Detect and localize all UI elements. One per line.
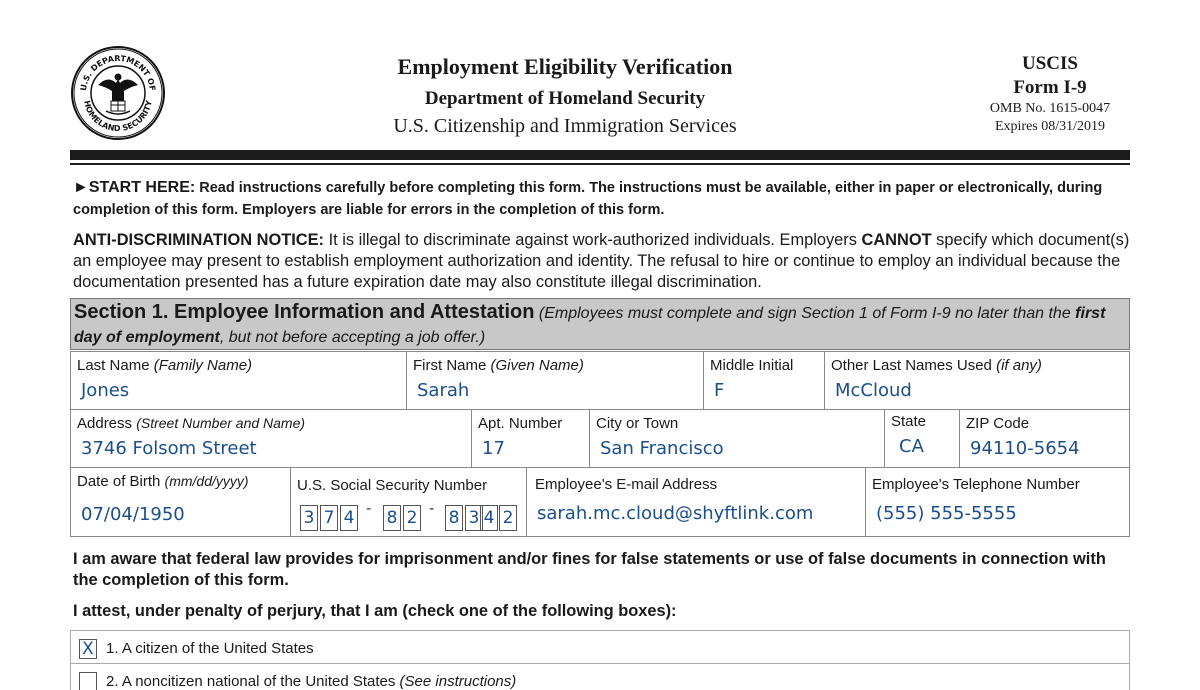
anti-discrimination-heading: ANTI-DISCRIMINATION NOTICE: [73,231,324,249]
noncitizen-national-option-label: 2. A noncitizen national of the United States (See instructions) [106,673,517,690]
citizen-checkbox[interactable]: X [79,639,97,659]
ssn-label: U.S. Social Security Number [297,477,488,494]
section-1-note-1: (Employees must complete and sign Section 1 of Form I-9 no later than the [538,305,1071,322]
citizenship-option-2[interactable] [70,663,1130,690]
start-here-notice [73,177,1133,221]
email-field[interactable] [526,467,866,537]
ssn-digit-9[interactable]: 2 [499,505,517,531]
seal-text-top: U.S. DEPARTMENT OF [78,53,157,92]
first-name-label: First Name (Given Name) [413,357,584,374]
ssn-dash-2: - [429,500,435,517]
start-here-lead: ►START HERE: [73,179,196,196]
ssn-digit-7[interactable]: 3 [465,505,483,531]
header-divider [70,150,1130,160]
apt-number-field[interactable] [471,409,590,468]
form-title-block [300,52,830,138]
department-name: Department of Homeland Security [424,88,706,109]
last-name-value[interactable]: Jones [81,380,130,401]
address-value[interactable]: 3746 Folsom Street [81,438,257,459]
ssn-digit-5[interactable]: 2 [403,505,421,531]
address-label: Address (Street Number and Name) [77,415,306,432]
city-label: City or Town [596,415,679,432]
last-name-field[interactable] [70,351,407,410]
date-of-birth-field[interactable] [70,467,291,537]
zip-code-label: ZIP Code [966,415,1030,432]
telephone-value[interactable]: (555) 555-5555 [876,503,1017,524]
form-title: Employment Eligibility Verification [397,54,733,79]
city-value[interactable]: San Francisco [600,438,724,459]
date-of-birth-label: Date of Birth (mm/dd/yyyy) [77,473,249,490]
ssn-digit-3[interactable]: 4 [340,505,358,531]
first-name-value[interactable]: Sarah [417,380,470,401]
middle-initial-field[interactable] [703,351,825,410]
state-field[interactable] [884,409,960,468]
expiration-date: Expires 08/31/2019 [994,119,1106,134]
middle-initial-value[interactable]: F [714,380,725,401]
other-last-names-field[interactable] [824,351,1130,410]
ssn-digit-8[interactable]: 4 [480,505,498,531]
noncitizen-national-checkbox[interactable] [79,672,97,690]
other-last-names-label: Other Last Names Used (if any) [831,357,1042,374]
dhs-seal-icon [70,45,166,141]
attestation-prompt: I attest, under penalty of perjury, that I am (check one of the following boxes): [73,602,677,620]
ssn-dash-1: - [366,500,372,517]
ssn-digit-6[interactable]: 8 [445,505,463,531]
email-value[interactable]: sarah.mc.cloud@shyftlink.com [537,503,814,524]
anti-discrimination-notice [73,230,1133,293]
ssn-digit-2[interactable]: 7 [320,505,338,531]
omb-number: OMB No. 1615-0047 [989,101,1111,116]
telephone-field[interactable] [865,467,1130,537]
citizen-option-label: 1. A citizen of the United States [106,640,314,657]
apt-number-value[interactable]: 17 [482,438,505,459]
header-divider-thin [70,163,1130,165]
awareness-statement: I am aware that federal law provides for imprisonment and/or fines for false statements or use of false documents in connection with the completion of this form. [73,550,1106,589]
apt-number-label: Apt. Number [478,415,563,432]
section-1-note-bold: first day of employment [74,305,1106,346]
ssn-digit-4[interactable]: 8 [383,505,401,531]
other-last-names-value[interactable]: McCloud [835,380,912,401]
date-of-birth-value[interactable]: 07/04/1950 [81,504,185,525]
city-field[interactable] [589,409,885,468]
seal-text-bottom: HOMELAND SECURITY [82,99,154,134]
zip-code-field[interactable] [959,409,1130,468]
address-field[interactable] [70,409,472,468]
citizenship-option-1[interactable] [70,630,1130,664]
last-name-label: Last Name (Family Name) [77,357,253,374]
uscis-label: USCIS [1022,53,1078,74]
section-1-note-2: , but not before accepting a job offer.) [219,329,486,346]
anti-discrimination-text-2: specify which document(s) an employee may present to establish employment authorization and identity. The refusal to hire or continue to employ an individual because the documentation presented has a future expiration date may also constitute illegal discrimination. [73,231,1130,291]
start-here-text: Read instructions carefully before completing this form. The instructions must be available, either in paper or electronically, during completion of this form. Employers are liable for errors in the completion of this form. [73,180,1103,218]
agency-name: U.S. Citizenship and Immigration Services [393,115,737,137]
zip-code-value[interactable]: 94110-5654 [970,438,1080,459]
state-label: State [891,413,927,430]
section-1-title: Section 1. Employee Information and Attestation [74,301,535,323]
first-name-field[interactable] [406,351,704,410]
ssn-digit-1[interactable]: 3 [300,505,318,531]
middle-initial-label: Middle Initial [710,357,794,374]
section-1-header [70,298,1130,350]
form-number: Form I-9 [1013,77,1087,98]
telephone-label: Employee's Telephone Number [872,476,1080,493]
anti-discrimination-text-1: It is illegal to discriminate against work-authorized individuals. Employers [328,231,857,249]
form-id-block [960,52,1140,136]
state-value[interactable]: CA [899,436,924,457]
email-label: Employee's E-mail Address [535,476,718,493]
anti-discrimination-cannot: CANNOT [861,231,932,249]
